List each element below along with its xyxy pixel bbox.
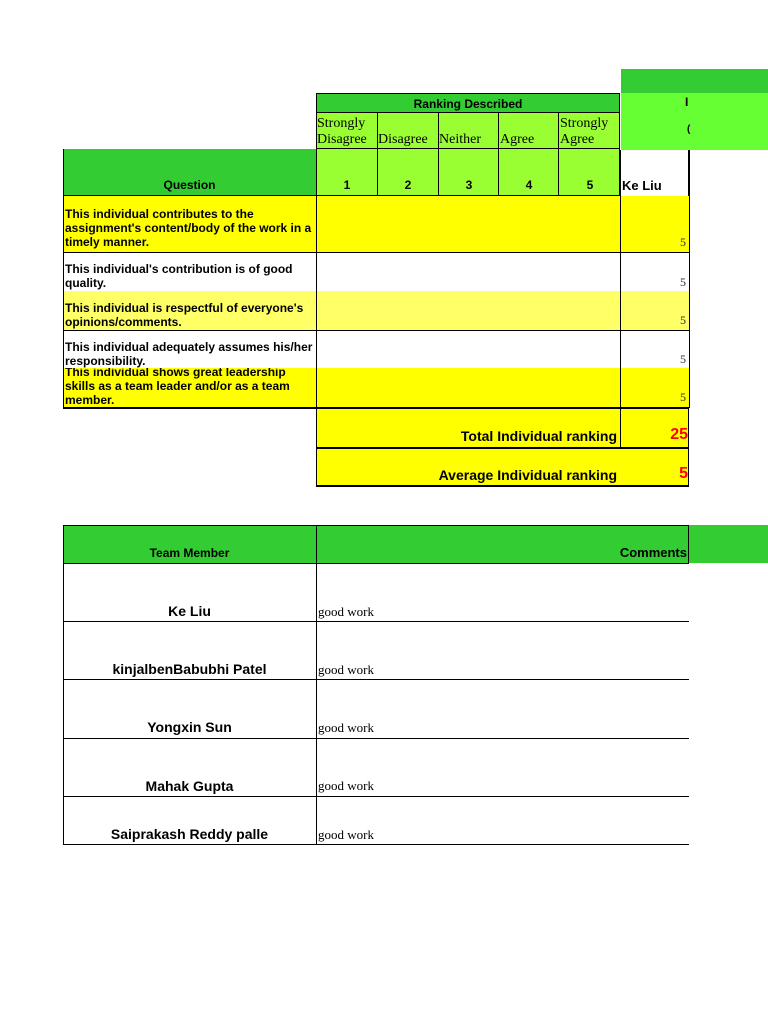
- question-score-2: 5: [620, 252, 689, 291]
- question-text-3: This individual is respectful of everyone's opinions/comments.: [65, 301, 304, 329]
- question-score-4: 5: [620, 330, 689, 368]
- question-column-divider: [316, 196, 317, 408]
- team-member-name: kinjalbenBabubhi Patel: [112, 661, 267, 677]
- question-score-5: 5: [620, 368, 689, 408]
- total-value: 25: [670, 426, 688, 443]
- scale-label-4: [500, 116, 558, 148]
- person-header-cell: [620, 150, 689, 196]
- question-text-1: This individual contributes to the assignment's content/body of the work in a timely manner.: [65, 207, 312, 249]
- top-right-green-bar: [621, 69, 768, 93]
- ranking-described-label: Ranking Described: [413, 97, 523, 111]
- scale-label-4-line1: [500, 116, 558, 132]
- scale-number-4: 4: [525, 178, 533, 192]
- comments-row-divider: [63, 621, 689, 622]
- average-label: Average Individual ranking: [438, 467, 617, 483]
- team-member-comment: good work: [318, 720, 374, 735]
- scale-number-2: 2: [404, 178, 412, 192]
- comments-row-divider: [63, 738, 689, 739]
- scale-label-4-line2: Agree: [500, 132, 535, 147]
- team-member-header: Team Member: [149, 546, 230, 560]
- scale-label-5: [560, 116, 620, 148]
- team-member-comment: good work: [318, 604, 374, 619]
- scale-label-1: [317, 116, 377, 148]
- team-member-comment: good work: [318, 827, 374, 842]
- average-value: 5: [679, 465, 688, 482]
- comments-header: Comments: [619, 545, 687, 560]
- team-member-name: Ke Liu: [168, 603, 211, 619]
- total-label: Total Individual ranking: [460, 428, 617, 444]
- team-member-comment: good work: [318, 778, 374, 793]
- question-text-2: This individual's contribution is of good quality.: [65, 262, 293, 290]
- scale-label-5-line2: Agree: [560, 132, 595, 147]
- scale-label-3-line1: [439, 116, 499, 132]
- ranking-described-header: [316, 93, 620, 113]
- question-header-label: Question: [163, 178, 216, 192]
- right-header-fragment-2: (: [687, 124, 691, 135]
- team-member-comment: good work: [318, 662, 374, 677]
- scale-number-3: 3: [465, 178, 473, 192]
- scale-label-2-line1: [378, 116, 438, 132]
- scale-number-1: 1: [343, 178, 351, 192]
- team-member-name: Saiprakash Reddy palle: [110, 826, 269, 842]
- question-score-3: 5: [620, 291, 689, 330]
- scale-label-5-line1: Strongly: [560, 116, 609, 131]
- team-member-name: Mahak Gupta: [145, 778, 234, 794]
- right-header-fragment-1: I: [685, 95, 689, 109]
- comments-row-divider: [63, 679, 689, 680]
- question-text-4: This individual adequately assumes his/her responsibility.: [65, 340, 313, 368]
- score-column-divider: [438, 113, 439, 196]
- scale-label-2: [378, 116, 438, 148]
- right-table-border: [689, 150, 690, 408]
- comments-row-divider: [63, 796, 689, 797]
- question-score-1: 5: [620, 196, 689, 252]
- question-text-5: This individual shows great leadership skills as a team leader and/or as a team member.: [65, 368, 290, 407]
- scale-label-3-line2: Neither: [439, 132, 481, 147]
- score-column-divider: [558, 113, 559, 196]
- right-header-panel: [621, 93, 768, 150]
- scale-label-3: [439, 116, 499, 148]
- team-member-name: Yongxin Sun: [147, 719, 232, 735]
- scale-label-1-line2: Disagree: [317, 132, 367, 147]
- score-column-divider: [498, 113, 499, 196]
- left-table-border: [63, 149, 64, 408]
- scale-label-1-line1: Strongly: [317, 116, 366, 131]
- person-name: Ke Liu: [622, 178, 662, 193]
- comments-member-divider: [316, 563, 317, 845]
- scale-label-2-line2: Disagree: [378, 132, 428, 147]
- scale-number-5: 5: [586, 178, 594, 192]
- score-column-divider: [377, 113, 378, 196]
